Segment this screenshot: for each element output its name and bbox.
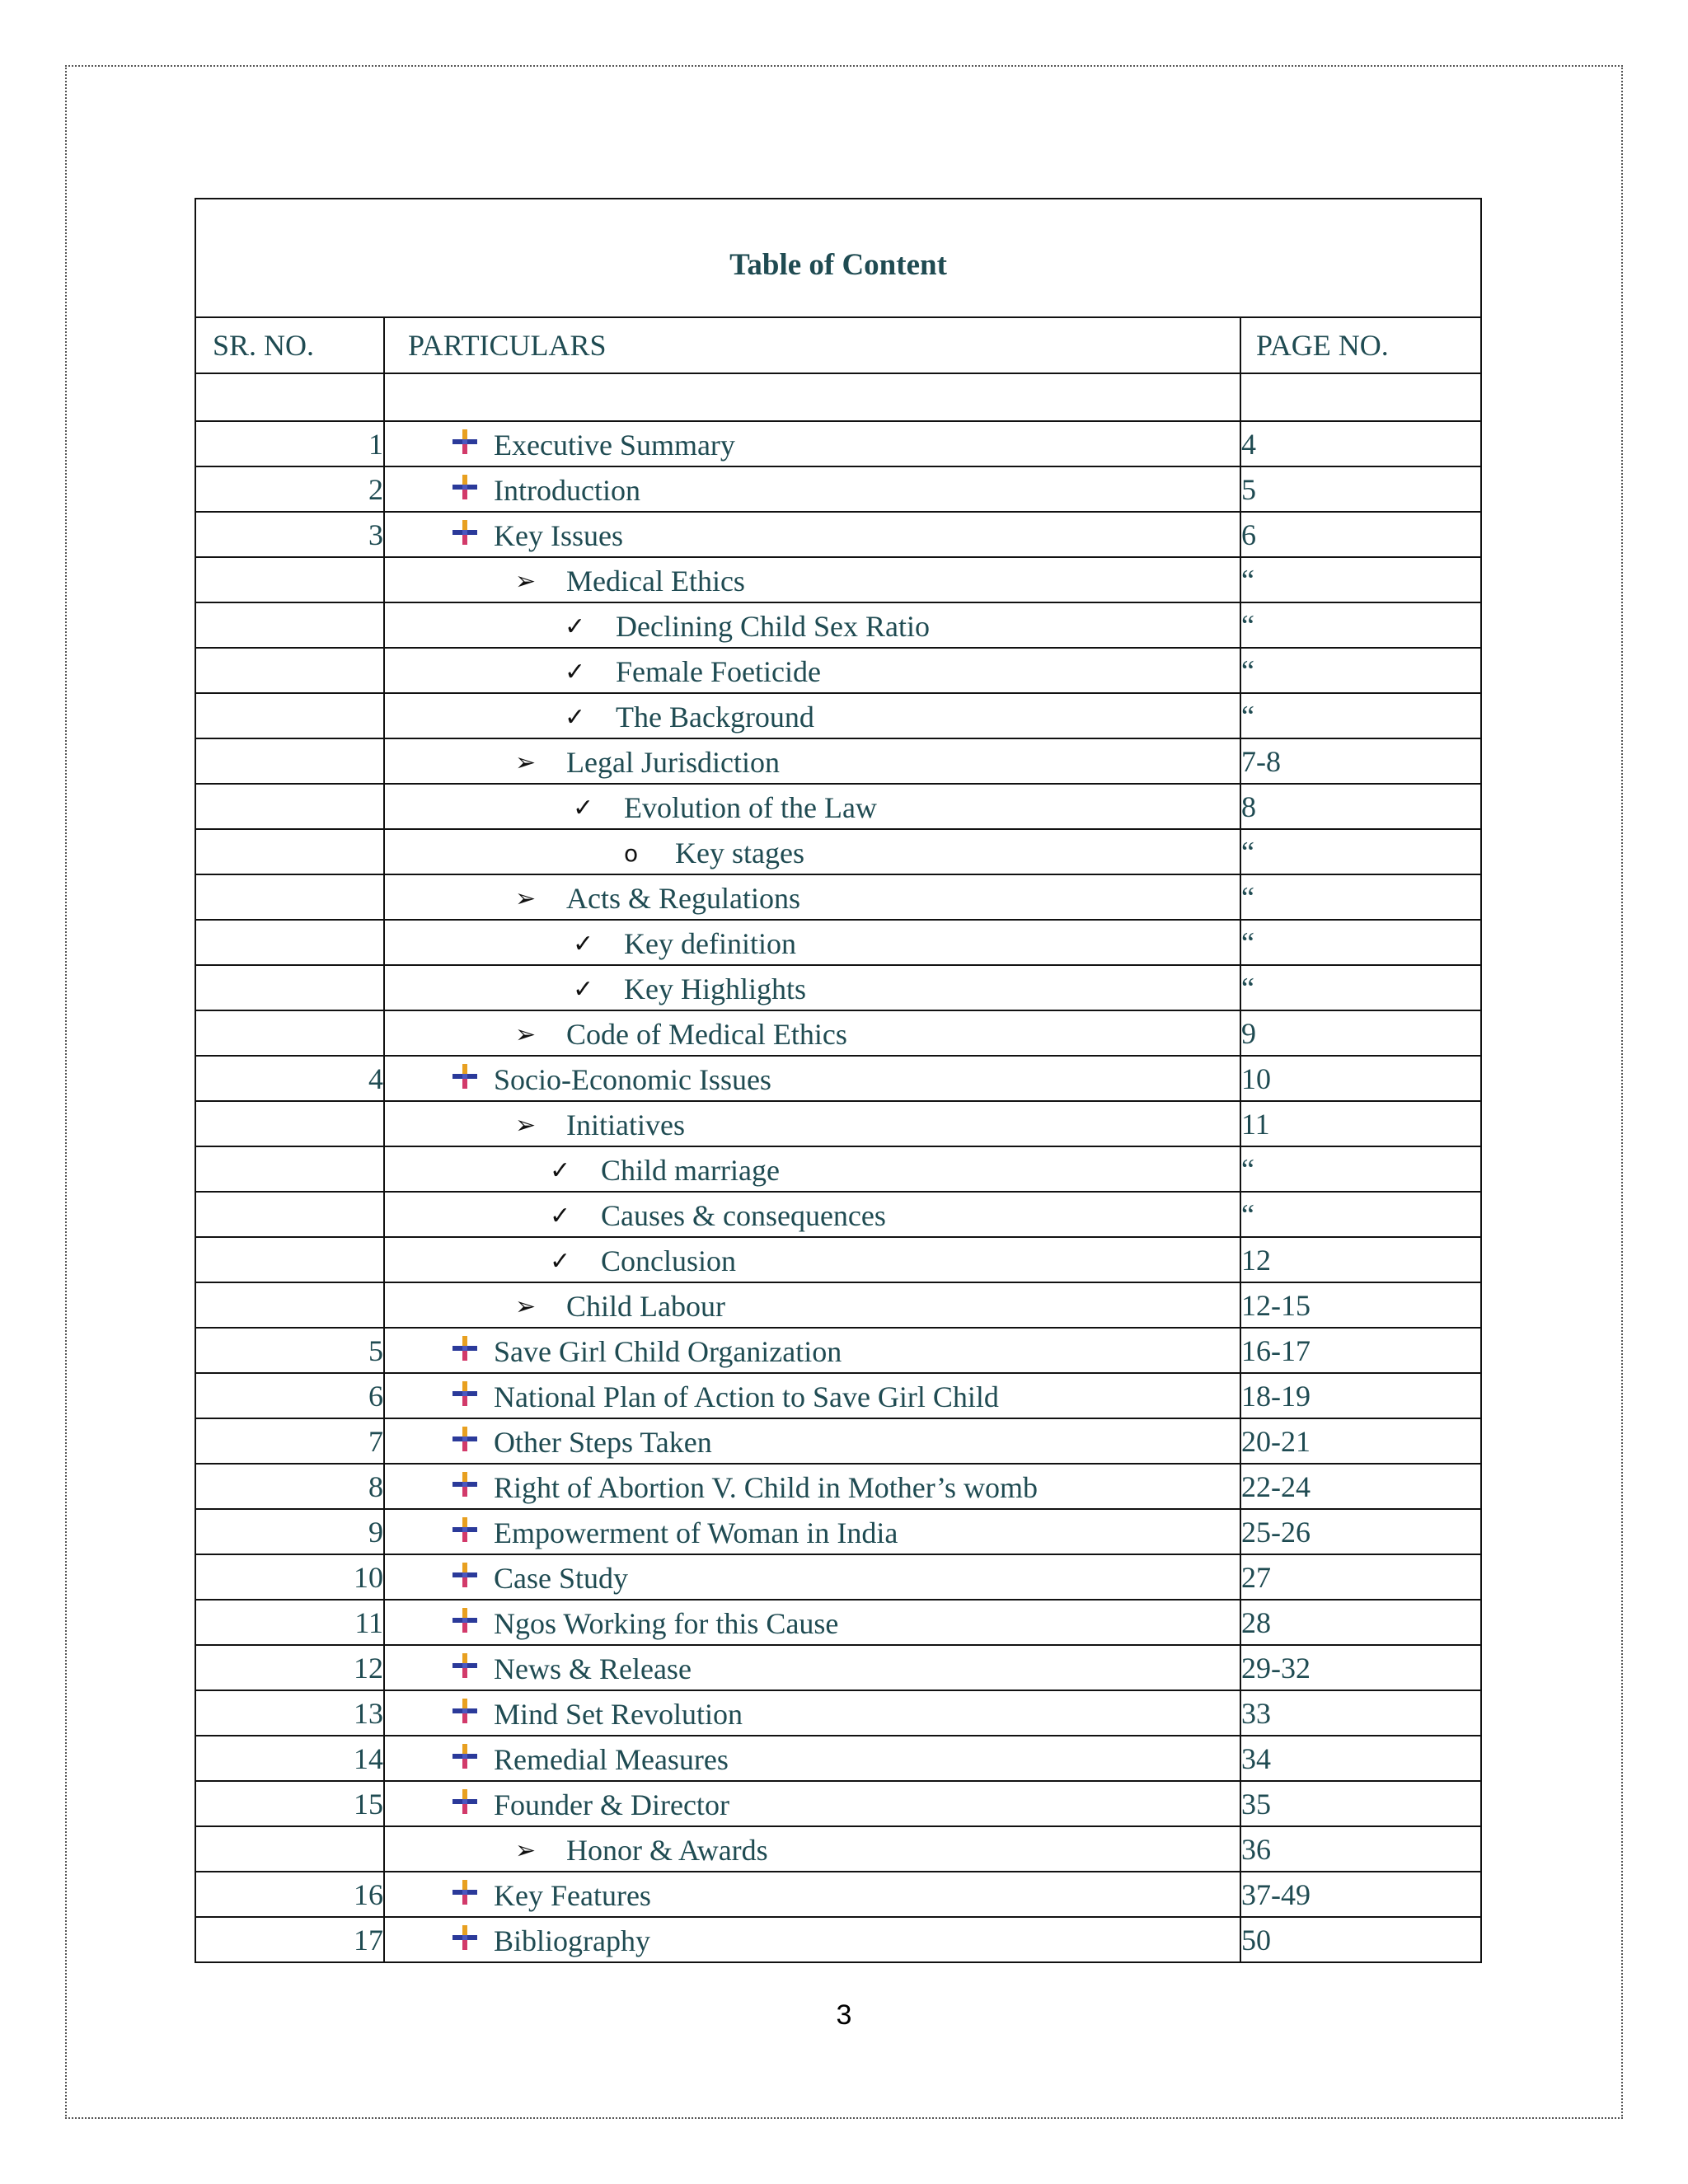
sr-no-cell xyxy=(195,1282,384,1328)
sr-no-cell xyxy=(195,1237,384,1282)
table-row xyxy=(195,1781,1481,1826)
particulars-label: Bibliography xyxy=(494,1924,650,1958)
plus-icon xyxy=(451,1470,481,1506)
table-row xyxy=(195,512,1481,557)
arrow-icon: ➢ xyxy=(515,1835,537,1865)
page-no-cell: “ xyxy=(1240,648,1481,693)
particulars-label: Mind Set Revolution xyxy=(494,1698,743,1732)
check-icon: ✓ xyxy=(565,702,586,732)
sr-no-cell xyxy=(195,1826,384,1872)
page-no-cell: 20-21 xyxy=(1240,1418,1481,1464)
page-no-cell: “ xyxy=(1240,965,1481,1010)
page-no-cell: “ xyxy=(1240,874,1481,920)
particulars-cell xyxy=(384,1373,1240,1418)
plus-icon xyxy=(451,1788,481,1823)
check-icon: ✓ xyxy=(573,974,594,1004)
plus-icon xyxy=(451,473,481,509)
particulars-cell xyxy=(384,1418,1240,1464)
particulars-label: Causes & consequences xyxy=(601,1199,886,1233)
particulars-cell xyxy=(384,1282,1240,1328)
sr-no-cell xyxy=(195,1010,384,1056)
table-row xyxy=(195,1101,1481,1146)
particulars-label: Child marriage xyxy=(601,1154,780,1188)
sr-no-cell xyxy=(195,557,384,602)
particulars-cell xyxy=(384,1645,1240,1690)
page-no-cell: 27 xyxy=(1240,1554,1481,1600)
sr-no-cell xyxy=(195,874,384,920)
table-row xyxy=(195,1146,1481,1192)
sr-no-cell: 11 xyxy=(195,1600,384,1645)
table-row xyxy=(195,648,1481,693)
particulars-cell xyxy=(384,557,1240,602)
particulars-cell xyxy=(384,965,1240,1010)
sr-no-cell: 10 xyxy=(195,1554,384,1600)
plus-icon xyxy=(451,1606,481,1642)
particulars-label: Code of Medical Ethics xyxy=(566,1018,847,1052)
particulars-label: Medical Ethics xyxy=(566,565,745,598)
sr-no-cell xyxy=(195,738,384,784)
table-row xyxy=(195,1917,1481,1962)
particulars-cell xyxy=(384,1464,1240,1509)
page-no-cell: 7-8 xyxy=(1240,738,1481,784)
particulars-label: Founder & Director xyxy=(494,1788,729,1822)
sr-no-cell xyxy=(195,1146,384,1192)
particulars-label: Case Study xyxy=(494,1562,629,1596)
sr-no-cell xyxy=(195,784,384,829)
sr-no-cell: 12 xyxy=(195,1645,384,1690)
sr-no-cell: 14 xyxy=(195,1736,384,1781)
page-number: 3 xyxy=(836,1999,852,2031)
page-no-cell: 6 xyxy=(1240,512,1481,557)
table-row xyxy=(195,1010,1481,1056)
particulars-cell xyxy=(384,1237,1240,1282)
page-no-cell: 34 xyxy=(1240,1736,1481,1781)
particulars-label: Declining Child Sex Ratio xyxy=(616,610,930,644)
particulars-label: Initiatives xyxy=(566,1108,685,1142)
particulars-cell xyxy=(384,421,1240,466)
toc-title-cell xyxy=(195,199,1481,317)
sr-no-cell xyxy=(195,965,384,1010)
plus-icon xyxy=(451,1697,481,1732)
plus-icon xyxy=(451,1924,481,1959)
particulars-cell xyxy=(384,1509,1240,1554)
header-row xyxy=(195,317,1481,373)
particulars-cell xyxy=(384,1328,1240,1373)
page-no-cell: 18-19 xyxy=(1240,1373,1481,1418)
header-page-no: PAGE NO. xyxy=(1240,317,1481,373)
particulars-cell xyxy=(384,1690,1240,1736)
particulars-label: Key stages xyxy=(675,837,804,870)
particulars-cell xyxy=(384,920,1240,965)
particulars-cell xyxy=(384,1917,1240,1962)
particulars-cell xyxy=(384,1192,1240,1237)
particulars-label: Evolution of the Law xyxy=(624,791,877,825)
arrow-icon: ➢ xyxy=(515,748,537,777)
particulars-label: National Plan of Action to Save Girl Child xyxy=(494,1380,999,1414)
particulars-label: Empowerment of Woman in India xyxy=(494,1516,898,1550)
sr-no-cell: 17 xyxy=(195,1917,384,1962)
sr-no-cell: 13 xyxy=(195,1690,384,1736)
plus-icon xyxy=(451,1062,481,1098)
sr-no-cell xyxy=(195,1101,384,1146)
table-row xyxy=(195,1282,1481,1328)
table-row xyxy=(195,1373,1481,1418)
particulars-label: Socio-Economic Issues xyxy=(494,1063,771,1097)
page-no-cell: 12-15 xyxy=(1240,1282,1481,1328)
table-row xyxy=(195,1192,1481,1237)
page-no-cell: 29-32 xyxy=(1240,1645,1481,1690)
check-icon: ✓ xyxy=(573,929,594,958)
particulars-label: News & Release xyxy=(494,1652,692,1686)
table-row xyxy=(195,1237,1481,1282)
plus-icon xyxy=(451,518,481,554)
table-row xyxy=(195,1328,1481,1373)
sr-no-cell: 5 xyxy=(195,1328,384,1373)
page-no-cell: 16-17 xyxy=(1240,1328,1481,1373)
table-row xyxy=(195,1600,1481,1645)
table-row xyxy=(195,738,1481,784)
particulars-label: Executive Summary xyxy=(494,429,735,462)
page-no-cell: 50 xyxy=(1240,1917,1481,1962)
particulars-cell xyxy=(384,602,1240,648)
check-icon: ✓ xyxy=(565,657,586,687)
sr-no-cell: 16 xyxy=(195,1872,384,1917)
page-no-cell: 12 xyxy=(1240,1237,1481,1282)
plus-icon xyxy=(451,1652,481,1687)
table-row xyxy=(195,1464,1481,1509)
particulars-label: Save Girl Child Organization xyxy=(494,1335,842,1369)
page-no-cell: “ xyxy=(1240,829,1481,874)
particulars-label: Key Features xyxy=(494,1879,651,1913)
table-row xyxy=(195,421,1481,466)
page-no-cell: “ xyxy=(1240,1146,1481,1192)
arrow-icon: ➢ xyxy=(515,566,537,596)
table-row xyxy=(195,1554,1481,1600)
sr-no-cell: 9 xyxy=(195,1509,384,1554)
page-no-cell: 25-26 xyxy=(1240,1509,1481,1554)
particulars-cell xyxy=(384,1146,1240,1192)
plus-icon xyxy=(451,1561,481,1596)
plus-icon xyxy=(451,1380,481,1415)
particulars-label: The Background xyxy=(616,701,814,734)
sr-no-cell: 3 xyxy=(195,512,384,557)
check-icon: ✓ xyxy=(550,1155,571,1185)
page-no-cell: 5 xyxy=(1240,466,1481,512)
sr-no-cell: 7 xyxy=(195,1418,384,1464)
particulars-label: Female Foeticide xyxy=(616,655,821,689)
page-no-cell: 37-49 xyxy=(1240,1872,1481,1917)
table-row xyxy=(195,1645,1481,1690)
plus-icon xyxy=(451,1334,481,1370)
particulars-cell xyxy=(384,512,1240,557)
particulars-label: Honor & Awards xyxy=(566,1834,768,1868)
table-row xyxy=(195,1509,1481,1554)
table-row xyxy=(195,1826,1481,1872)
check-icon: ✓ xyxy=(550,1201,571,1230)
page-no-cell: 9 xyxy=(1240,1010,1481,1056)
check-icon: ✓ xyxy=(565,612,586,641)
arrow-icon: ➢ xyxy=(515,883,537,913)
page-no-cell: 8 xyxy=(1240,784,1481,829)
particulars-label: Conclusion xyxy=(601,1244,737,1278)
table-row xyxy=(195,693,1481,738)
particulars-cell xyxy=(384,466,1240,512)
table-row xyxy=(195,466,1481,512)
sr-no-cell: 2 xyxy=(195,466,384,512)
arrow-icon: ➢ xyxy=(515,1291,537,1321)
particulars-cell xyxy=(384,1010,1240,1056)
particulars-label: Key Issues xyxy=(494,519,623,553)
circle-icon: o xyxy=(624,839,639,867)
particulars-label: Right of Abortion V. Child in Mother’s womb xyxy=(494,1471,1039,1505)
sr-no-cell xyxy=(195,1192,384,1237)
particulars-cell xyxy=(384,1872,1240,1917)
arrow-icon: ➢ xyxy=(515,1019,537,1049)
sr-no-cell: 1 xyxy=(195,421,384,466)
page-no-cell: “ xyxy=(1240,920,1481,965)
arrow-icon: ➢ xyxy=(515,1110,537,1140)
table-row xyxy=(195,784,1481,829)
blank-row xyxy=(195,373,1481,421)
page-no-cell: “ xyxy=(1240,602,1481,648)
table-row xyxy=(195,920,1481,965)
plus-icon xyxy=(451,428,481,463)
page-no-cell: 22-24 xyxy=(1240,1464,1481,1509)
plus-icon xyxy=(451,1878,481,1914)
page-no-cell: 36 xyxy=(1240,1826,1481,1872)
particulars-cell xyxy=(384,1554,1240,1600)
sr-no-cell xyxy=(195,648,384,693)
particulars-label: Introduction xyxy=(494,474,640,508)
particulars-cell xyxy=(384,1056,1240,1101)
sr-no-cell xyxy=(195,693,384,738)
table-of-contents xyxy=(195,198,1482,1963)
page-no-cell: 11 xyxy=(1240,1101,1481,1146)
particulars-label: Ngos Working for this Cause xyxy=(494,1607,839,1641)
particulars-cell xyxy=(384,1826,1240,1872)
table-row xyxy=(195,1872,1481,1917)
page-no-cell: “ xyxy=(1240,557,1481,602)
page-no-cell: 33 xyxy=(1240,1690,1481,1736)
particulars-label: Child Labour xyxy=(566,1290,725,1324)
page-no-cell: “ xyxy=(1240,693,1481,738)
table-row xyxy=(195,1690,1481,1736)
header-particulars: PARTICULARS xyxy=(384,317,1240,373)
page-no-cell: 28 xyxy=(1240,1600,1481,1645)
sr-no-cell xyxy=(195,920,384,965)
sr-no-cell: 6 xyxy=(195,1373,384,1418)
page-no-cell: “ xyxy=(1240,1192,1481,1237)
check-icon: ✓ xyxy=(550,1246,571,1276)
particulars-label: Acts & Regulations xyxy=(566,882,800,916)
particulars-label: Key Highlights xyxy=(624,972,806,1006)
particulars-cell xyxy=(384,784,1240,829)
particulars-cell xyxy=(384,1736,1240,1781)
particulars-cell xyxy=(384,829,1240,874)
particulars-cell xyxy=(384,648,1240,693)
plus-icon xyxy=(451,1425,481,1460)
sr-no-cell: 8 xyxy=(195,1464,384,1509)
table-row xyxy=(195,1418,1481,1464)
blank-cell xyxy=(1240,373,1481,421)
sr-no-cell xyxy=(195,829,384,874)
page-no-cell: 10 xyxy=(1240,1056,1481,1101)
table-row xyxy=(195,1736,1481,1781)
blank-cell xyxy=(195,373,384,421)
plus-icon xyxy=(451,1742,481,1778)
particulars-label: Legal Jurisdiction xyxy=(566,746,780,780)
plus-icon xyxy=(451,1516,481,1551)
particulars-label: Other Steps Taken xyxy=(494,1426,712,1460)
particulars-label: Key definition xyxy=(624,927,796,961)
table-row xyxy=(195,557,1481,602)
table-row xyxy=(195,829,1481,874)
page-no-cell: 4 xyxy=(1240,421,1481,466)
page-no-cell: 35 xyxy=(1240,1781,1481,1826)
toc-body xyxy=(195,373,1481,1962)
particulars-cell xyxy=(384,1101,1240,1146)
sr-no-cell: 4 xyxy=(195,1056,384,1101)
particulars-cell xyxy=(384,693,1240,738)
sr-no-cell: 15 xyxy=(195,1781,384,1826)
particulars-label: Remedial Measures xyxy=(494,1743,729,1777)
table-row xyxy=(195,874,1481,920)
particulars-cell xyxy=(384,738,1240,784)
toc-title: Table of Content xyxy=(729,247,947,282)
sr-no-cell xyxy=(195,602,384,648)
blank-cell xyxy=(384,373,1240,421)
particulars-cell xyxy=(384,1600,1240,1645)
table-row xyxy=(195,965,1481,1010)
particulars-cell xyxy=(384,1781,1240,1826)
header-sr-no: SR. NO. xyxy=(195,317,384,373)
table-row xyxy=(195,602,1481,648)
table-row xyxy=(195,1056,1481,1101)
check-icon: ✓ xyxy=(573,793,594,823)
particulars-cell xyxy=(384,874,1240,920)
